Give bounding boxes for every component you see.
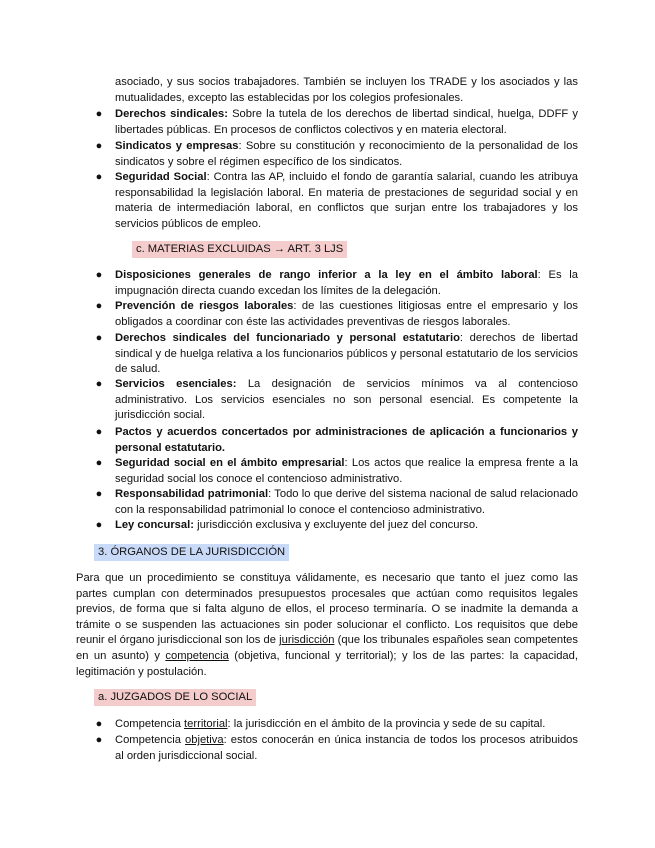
bullet: ● bbox=[95, 457, 103, 469]
list-item: Derechos sindicales: Sobre la tutela de los derechos de libertad sindical, huelga, DDFF y libertades públicas. En procesos de conflictos colectivos y en materia electoral. bbox=[115, 108, 578, 136]
bullet: ● bbox=[95, 718, 103, 730]
bullet: ● bbox=[95, 734, 103, 746]
continued-paragraph: asociado, y sus socios trabajadores. También se incluyen los TRADE y los asociados y las mutualidades, excepto las establecidas por los colegios profesionales. bbox=[115, 76, 578, 104]
list-item: Pactos y acuerdos concertados por administraciones de aplicación a funcionarios y personal estatutario. bbox=[115, 426, 578, 454]
list-item: Derechos sindicales del funcionariado y personal estatutario: derechos de libertad sindical y de huelga relativa a los funcionarios públicos y personal estatutario de los servicios de salud. bbox=[115, 332, 578, 376]
section-heading-organs: 3. ÓRGANOS DE LA JURISDICCIÓN bbox=[94, 544, 289, 561]
list-item: Prevención de riesgos laborales: de las cuestiones litigiosas entre el empresario y los obligados a coordinar con éste las actividades preventivas de riesgos laborales. bbox=[115, 300, 578, 328]
list-item: Competencia objetiva: estos conocerán en única instancia de todos los procesos atribuidos al orden jurisdiccional social. bbox=[115, 734, 578, 762]
bullet: ● bbox=[95, 140, 103, 152]
bullet: ● bbox=[95, 426, 103, 438]
list-item: Sindicatos y empresas: Sobre su constitución y reconocimiento de la personalidad de los sindicatos y sobre el régimen específico de los sindicatos. bbox=[115, 140, 578, 168]
section-heading-courts: a. JUZGADOS DE LO SOCIAL bbox=[94, 689, 256, 706]
list-item: Responsabilidad patrimonial: Todo lo que derive del sistema nacional de salud relacionado con la responsabilidad patrimonial lo conoce el contencioso administrativo. bbox=[115, 488, 578, 516]
list-item: Seguridad Social: Contra las AP, incluido el fondo de garantía salarial, cuando les atribuya responsabilidad la legislación laboral. En materia de prestaciones de seguridad social y en materia de intermediación laboral, en conflictos que surjan entre los trabajadores y los servicios públicos de empleo. bbox=[115, 171, 578, 230]
bullet: ● bbox=[95, 519, 103, 531]
bullet: ● bbox=[95, 378, 103, 390]
list-item: Disposiciones generales de rango inferior a la ley en el ámbito laboral: Es la impugnación directa cuando excedan los límites de la delegación. bbox=[115, 269, 578, 297]
bullet: ● bbox=[95, 300, 103, 312]
bullet: ● bbox=[95, 488, 103, 500]
bullet: ● bbox=[95, 269, 103, 281]
section-heading-excluded: c. MATERIAS EXCLUIDAS → ART. 3 LJS bbox=[132, 241, 347, 258]
bullet: ● bbox=[95, 108, 103, 120]
body-paragraph: Para que un procedimiento se constituya válidamente, es necesario que tanto el juez como las partes cumplan con determinados presupuestos procesales que actúan como requisitos legales previos, de forma que si falta alguno de ellos, el proceso terminaría. O se inadmite la demanda a trámite o se suspenden las actuaciones sin poder solucionar el conflicto. Los requisitos que debe reunir el órgano jurisdiccional son los de jurisdicción (que los tribunales españoles sean competentes en un asunto) y competencia (objetiva, funcional y territorial); y los de las partes: la capacidad, legitimación y postulación. bbox=[76, 572, 579, 678]
list-item: Ley concursal: jurisdicción exclusiva y excluyente del juez del concurso. bbox=[115, 519, 479, 531]
list-item: Servicios esenciales: La designación de servicios mínimos va al contencioso administrativo. Los servicios esenciales no son personal esencial. Es competente la jurisdicción social. bbox=[115, 378, 578, 422]
list-item: Competencia territorial: la jurisdicción en el ámbito de la provincia y sede de su capital. bbox=[115, 718, 546, 730]
bullet: ● bbox=[95, 332, 103, 344]
list-item: Seguridad social en el ámbito empresarial: Los actos que realice la empresa frente a la seguridad social los conoce el contencioso administrativo. bbox=[115, 457, 578, 485]
bullet: ● bbox=[95, 171, 103, 183]
